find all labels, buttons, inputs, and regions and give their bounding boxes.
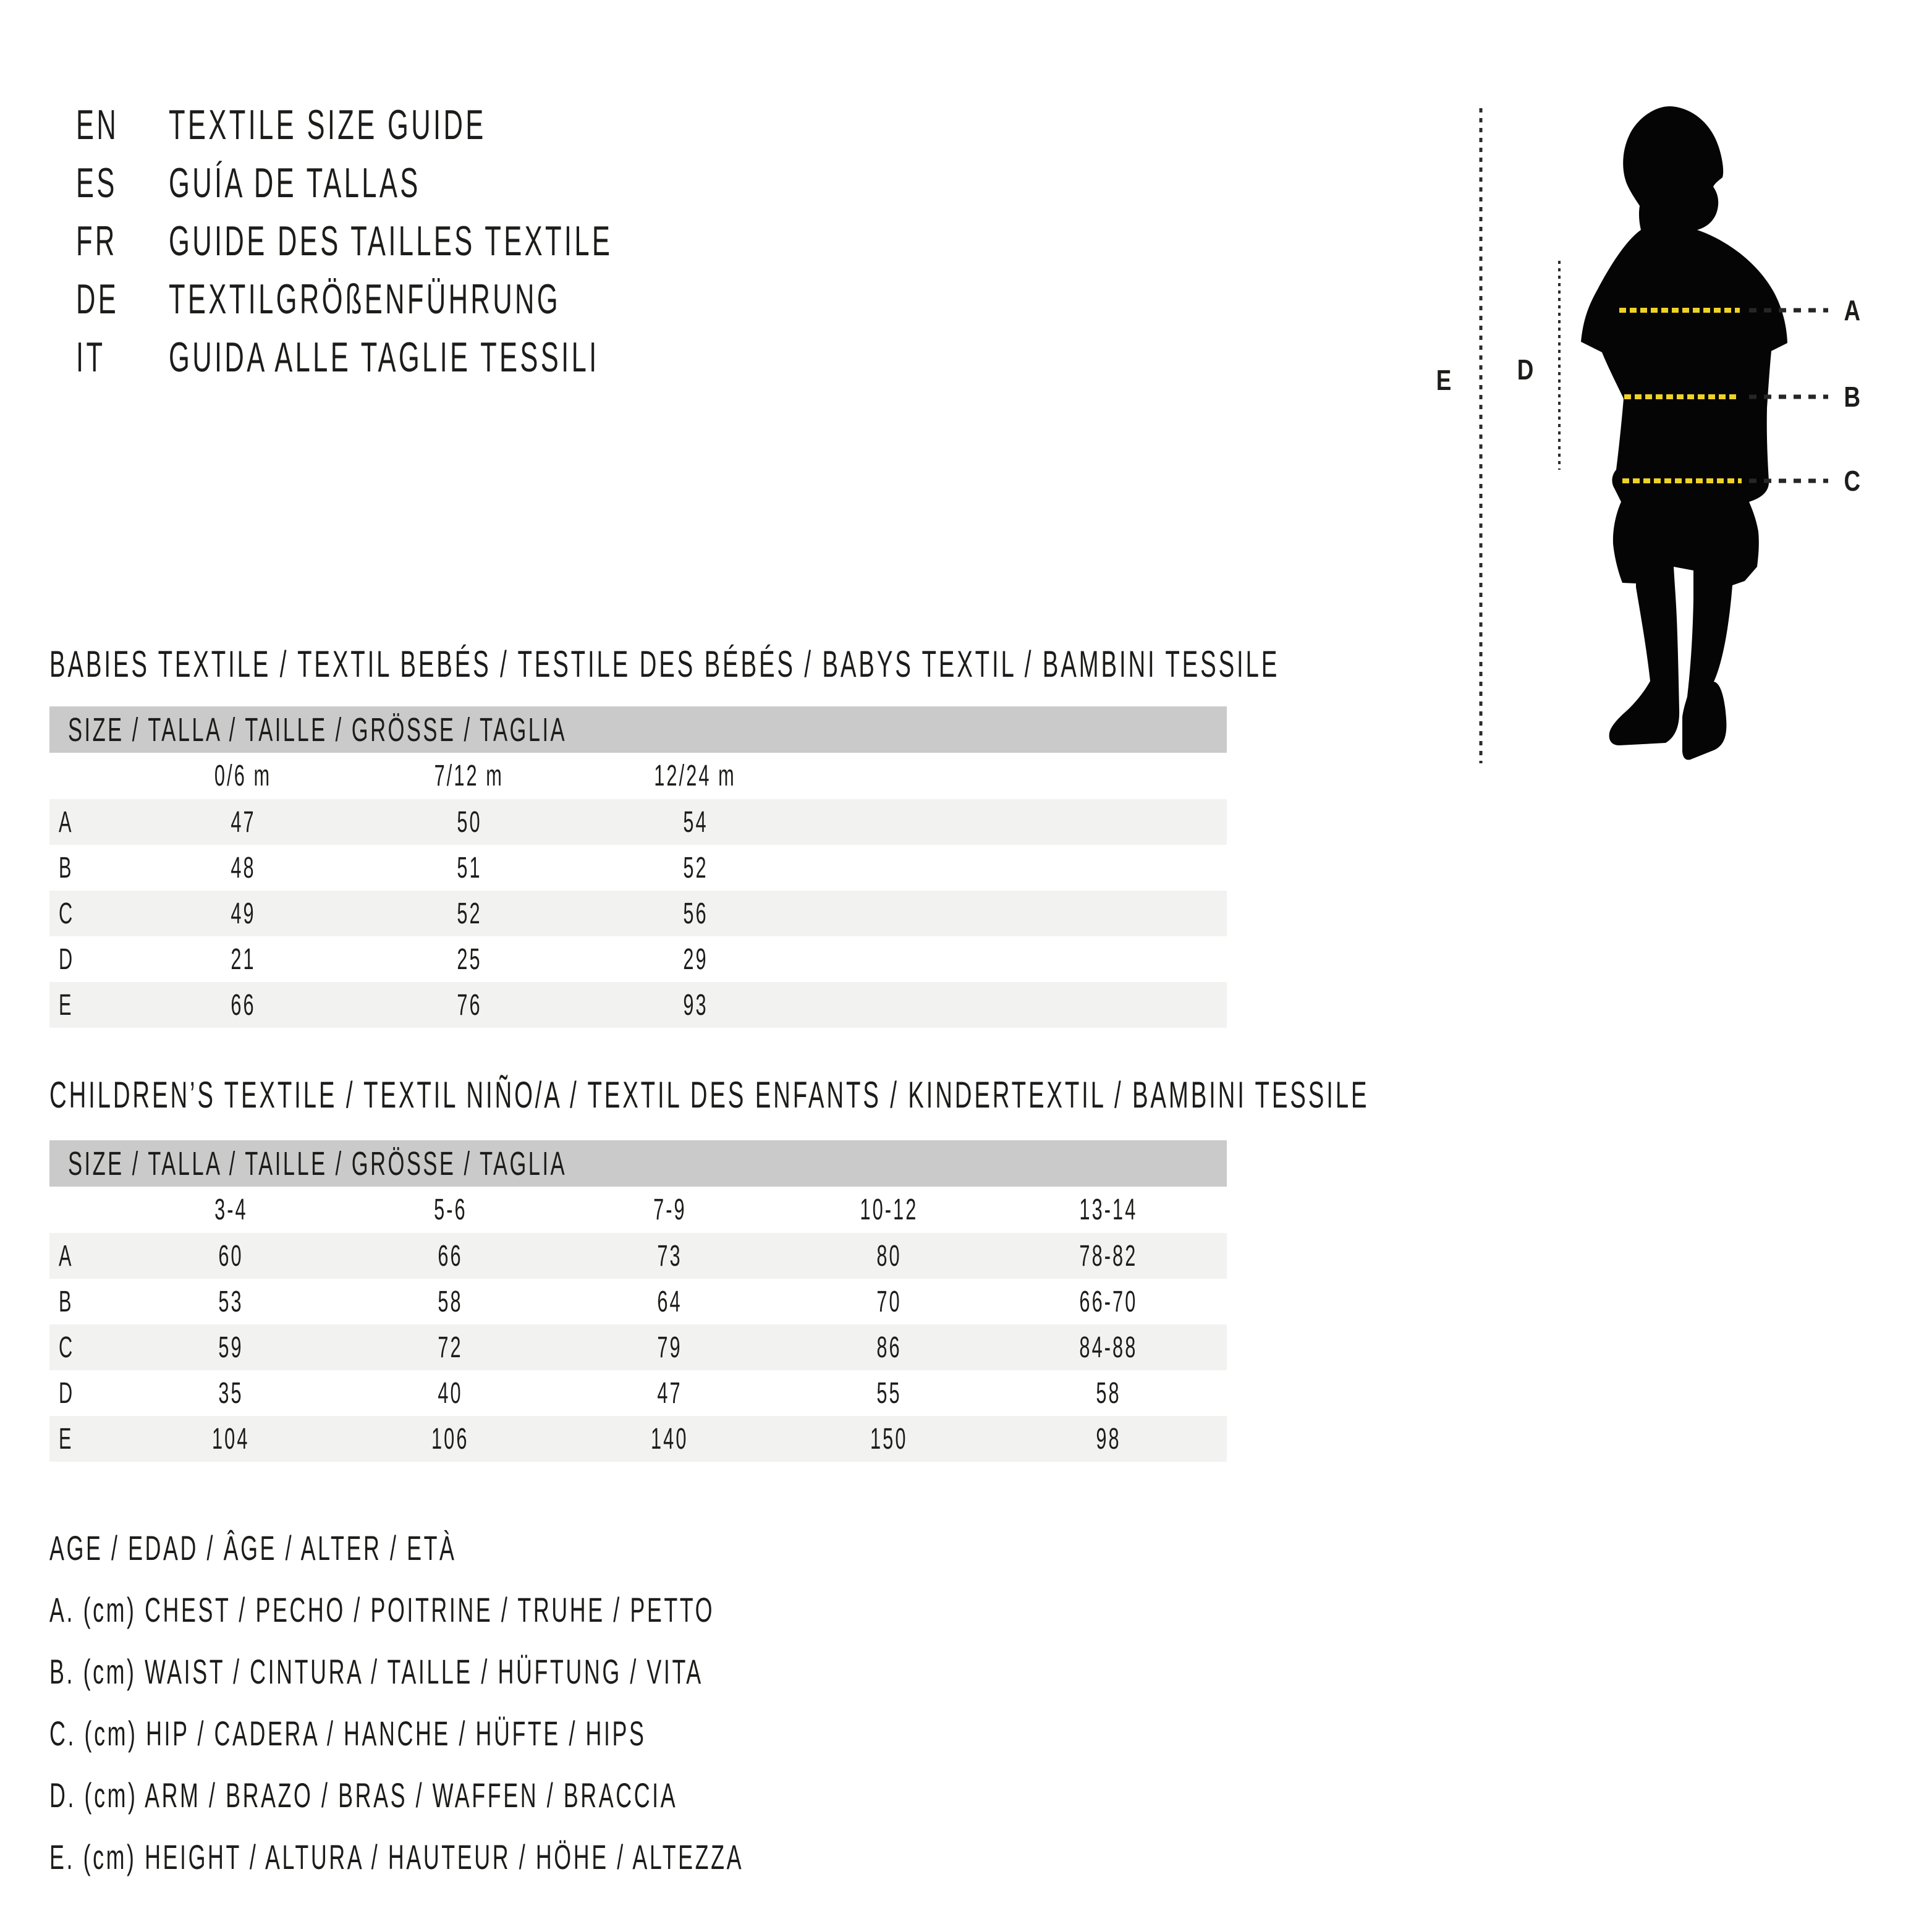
cell-value: 140 [651,1422,688,1455]
row-label: C [59,1331,75,1364]
cell-value: 66-70 [1079,1285,1138,1318]
cell-value: 29 [682,943,708,976]
legend-line-waist: B. (cm) WAIST / CINTURA / TAILLE / HÜFTUNG / VITA [49,1651,703,1691]
cell-value: 55 [876,1376,902,1410]
cell-value: 53 [218,1285,244,1318]
children-section-title: CHILDREN’S TEXTILE / TEXTIL NIÑO/A / TEXTIL DES ENFANTS / KINDERTEXTIL / BAMBINI TESSILE [49,1074,1370,1116]
child-measurement-figure [1421,93,1928,797]
row-label: A [59,1239,74,1273]
babies-size-table [49,706,1227,1028]
babies-size-header-bar [49,706,1227,753]
children-size-header-bar [49,1140,1227,1187]
cell-value: 51 [456,851,482,884]
lang-code-en: EN [76,101,119,148]
cell-value: 25 [456,943,482,976]
babies-row-B [49,845,1227,891]
babies-row-E [49,982,1227,1028]
children-row-D [49,1370,1227,1416]
label-C: C [1844,465,1861,497]
label-A: A [1844,294,1861,326]
lang-code-de: DE [76,276,119,323]
children-row-B [49,1279,1227,1324]
children-column-header-row [49,1187,1227,1233]
children-row-C [49,1324,1227,1370]
lang-title-de: TEXTILGRÖßENFÜHRUNG [169,276,561,323]
lang-code-es: ES [76,159,117,206]
children-col-13-14: 13-14 [1079,1193,1138,1226]
cell-value: 80 [876,1239,902,1273]
cell-value: 104 [212,1422,250,1455]
cell-value: 56 [682,897,708,930]
cell-value: 106 [431,1422,469,1455]
children-col-7-9: 7-9 [653,1193,687,1226]
cell-value: 52 [682,851,708,884]
cell-value: 78-82 [1079,1239,1138,1273]
children-col-5-6: 5-6 [433,1193,467,1226]
cell-value: 35 [218,1376,244,1410]
cell-value: 76 [456,988,482,1022]
lang-row-de [76,270,862,328]
legend-line-chest: A. (cm) CHEST / PECHO / POITRINE / TRUHE / PETTO [49,1590,715,1629]
row-label: E [59,988,74,1022]
legend-line-height: E. (cm) HEIGHT / ALTURA / HAUTEUR / HÖHE / ALTEZZA [49,1837,744,1876]
language-title-block [76,96,862,386]
babies-size-header-text: SIZE / TALLA / TAILLE / GRÖSSE / TAGLIA [68,711,567,748]
label-B: B [1844,381,1861,413]
cell-value: 48 [230,851,256,884]
cell-value: 84-88 [1079,1331,1138,1364]
lang-title-it: GUIDA ALLE TAGLIE TESSILI [169,334,600,381]
lang-row-es [76,154,862,212]
babies-row-C [49,891,1227,936]
legend-line-age: AGE / EDAD / ÂGE / ALTER / ETÀ [49,1528,457,1567]
cell-value: 66 [230,988,256,1022]
children-col-3-4: 3-4 [214,1193,248,1226]
babies-col-12-24m: 12/24 m [654,760,737,792]
cell-value: 60 [218,1239,244,1273]
cell-value: 58 [438,1285,463,1318]
cell-value: 59 [218,1331,244,1364]
row-label: B [59,851,74,884]
lang-title-en: TEXTILE SIZE GUIDE [169,101,486,148]
children-row-E [49,1416,1227,1462]
row-label: C [59,897,75,930]
children-size-table [49,1140,1227,1462]
babies-col-7-12m: 7/12 m [434,760,504,792]
legend-line-arm: D. (cm) ARM / BRAZO / BRAS / WAFFEN / BRACCIA [49,1775,678,1815]
lang-code-it: IT [76,334,106,381]
row-label: D [59,943,75,976]
children-row-A [49,1233,1227,1279]
cell-value: 52 [456,897,482,930]
cell-value: 93 [682,988,708,1022]
cell-value: 21 [230,943,256,976]
babies-section-title: BABIES TEXTILE / TEXTIL BEBÉS / TESTILE DES BÉBÉS / BABYS TEXTIL / BAMBINI TESSILE [49,643,1280,685]
lang-row-en [76,96,862,154]
cell-value: 66 [438,1239,463,1273]
lang-title-es: GUÍA DE TALLAS [169,159,421,206]
cell-value: 54 [682,805,708,839]
label-E: E [1436,364,1452,396]
label-D: D [1517,354,1534,386]
row-label: A [59,805,74,839]
legend-line-hip: C. (cm) HIP / CADERA / HANCHE / HÜFTE / HIPS [49,1713,646,1753]
row-label: B [59,1285,74,1318]
children-col-10-12: 10-12 [860,1193,918,1226]
children-size-header-text: SIZE / TALLA / TAILLE / GRÖSSE / TAGLIA [68,1145,567,1182]
cell-value: 40 [438,1376,463,1410]
lang-code-fr: FR [76,218,117,265]
babies-col-0-6m: 0/6 m [214,760,272,792]
babies-row-D [49,936,1227,982]
cell-value: 70 [876,1285,902,1318]
cell-value: 50 [456,805,482,839]
cell-value: 49 [230,897,256,930]
row-label: D [59,1376,75,1410]
lang-row-it [76,328,862,386]
cell-value: 73 [657,1239,682,1273]
cell-value: 72 [438,1331,463,1364]
measurement-legend [49,1517,1134,1888]
cell-value: 98 [1096,1422,1121,1455]
babies-row-A [49,799,1227,845]
cell-value: 47 [657,1376,682,1410]
lang-row-fr [76,212,862,270]
cell-value: 58 [1096,1376,1121,1410]
lang-title-fr: GUIDE DES TAILLES TEXTILE [169,218,613,265]
babies-column-header-row [49,753,1227,799]
cell-value: 150 [870,1422,908,1455]
cell-value: 47 [230,805,256,839]
cell-value: 79 [657,1331,682,1364]
row-label: E [59,1422,74,1455]
cell-value: 86 [876,1331,902,1364]
cell-value: 64 [657,1285,682,1318]
